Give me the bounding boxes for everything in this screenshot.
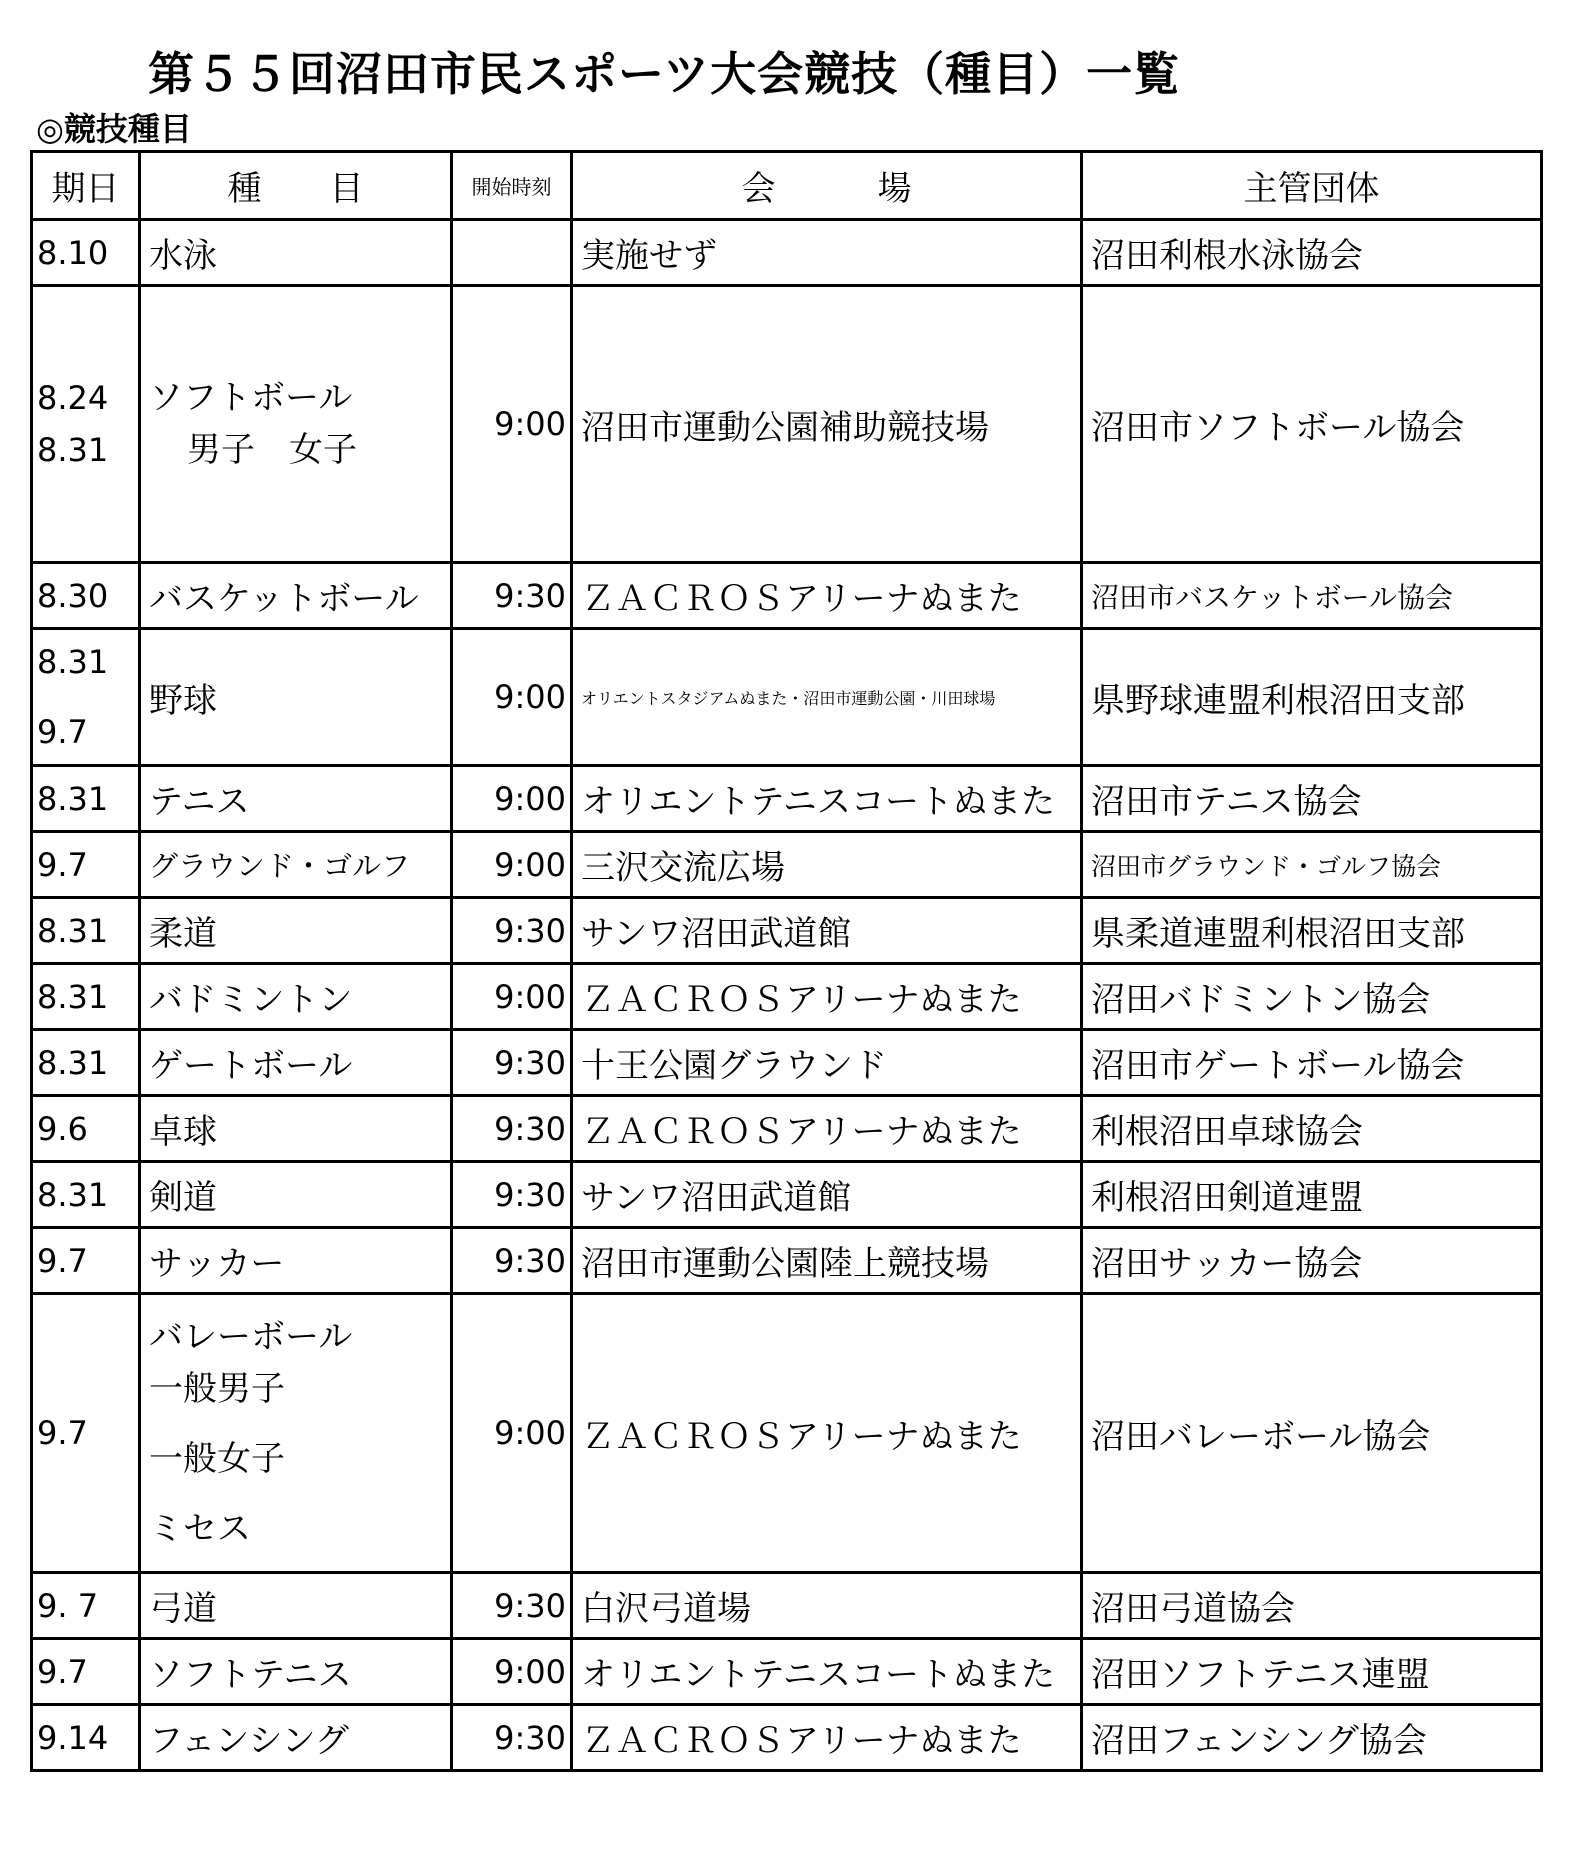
- row-start-time: 9:00: [452, 629, 572, 766]
- table-header-row: [32, 152, 1542, 220]
- row-date: 9.7: [32, 1639, 140, 1705]
- row-organizer: 沼田市テニス協会: [1082, 766, 1542, 832]
- table-row: [32, 1573, 1542, 1639]
- row-start-time: 9:30: [452, 1096, 572, 1162]
- table-row: [32, 1096, 1542, 1162]
- row-event-line: 一般女子: [149, 1439, 285, 1479]
- table-row: [32, 286, 1542, 563]
- row-date: 9.6: [32, 1096, 140, 1162]
- row-organizer: 沼田フェンシング協会: [1082, 1705, 1542, 1771]
- row-event: 弓道: [140, 1573, 452, 1639]
- row-date-line: 8.31: [37, 431, 109, 469]
- row-venue: ＺＡＣＲＯＳアリーナぬまた: [572, 1096, 1082, 1162]
- table-row: [32, 1228, 1542, 1294]
- page-title: 第５５回沼田市民スポーツ大会競技（種目）一覧: [148, 47, 1181, 101]
- row-start-time: 9:00: [452, 832, 572, 898]
- row-date: 8.31: [32, 898, 140, 964]
- row-date: 8.31: [32, 1030, 140, 1096]
- row-venue: オリエントテニスコートぬまた: [572, 766, 1082, 832]
- section-heading: ◎競技種目: [36, 110, 192, 148]
- header-organizer: 主管団体: [1082, 152, 1542, 220]
- row-venue: 沼田市運動公園陸上競技場: [572, 1228, 1082, 1294]
- row-start-time: 9:30: [452, 1228, 572, 1294]
- row-organizer: 沼田市ゲートボール協会: [1082, 1030, 1542, 1096]
- row-start-time: 9:00: [452, 1639, 572, 1705]
- row-event: サッカー: [140, 1228, 452, 1294]
- row-organizer: 沼田弓道協会: [1082, 1573, 1542, 1639]
- row-venue: 三沢交流広場: [572, 832, 1082, 898]
- row-event-line: 一般男子: [149, 1369, 285, 1409]
- row-start-time: 9:30: [452, 1573, 572, 1639]
- row-venue: サンワ沼田武道館: [572, 898, 1082, 964]
- row-date: 9.14: [32, 1705, 140, 1771]
- row-start-time: 9:30: [452, 1162, 572, 1228]
- row-event: 水泳: [140, 220, 452, 286]
- row-event: バスケットボール: [140, 563, 452, 629]
- row-date: 9. 7: [32, 1573, 140, 1639]
- row-start-time: [452, 220, 572, 286]
- row-event: テニス: [140, 766, 452, 832]
- row-date: 8.31: [32, 1162, 140, 1228]
- table-row: [32, 898, 1542, 964]
- header-start-time: 開始時刻: [452, 152, 572, 220]
- row-venue: サンワ沼田武道館: [572, 1162, 1082, 1228]
- header-event: 種 目: [140, 152, 452, 220]
- row-start-time: 9:00: [452, 964, 572, 1030]
- row-venue: 沼田市運動公園補助競技場: [572, 286, 1082, 563]
- row-date: 8.31: [32, 766, 140, 832]
- row-organizer: 県野球連盟利根沼田支部: [1082, 629, 1542, 766]
- row-organizer: 沼田バドミントン協会: [1082, 964, 1542, 1030]
- row-event: [140, 286, 452, 563]
- row-event: 柔道: [140, 898, 452, 964]
- row-organizer: 県柔道連盟利根沼田支部: [1082, 898, 1542, 964]
- row-start-time: 9:30: [452, 563, 572, 629]
- row-venue: オリエントスタジアムぬまた・沼田市運動公園・川田球場: [572, 629, 1082, 766]
- row-organizer: 沼田ソフトテニス連盟: [1082, 1639, 1542, 1705]
- row-start-time: 9:00: [452, 286, 572, 563]
- row-venue: 十王公園グラウンド: [572, 1030, 1082, 1096]
- row-date: 9.7: [32, 1294, 140, 1573]
- table-row: [32, 563, 1542, 629]
- row-event: ソフトテニス: [140, 1639, 452, 1705]
- row-event: グラウンド・ゴルフ: [140, 832, 452, 898]
- table-row: [32, 629, 1542, 766]
- row-event: バドミントン: [140, 964, 452, 1030]
- row-venue: オリエントテニスコートぬまた: [572, 1639, 1082, 1705]
- table-row: [32, 766, 1542, 832]
- row-venue: ＺＡＣＲＯＳアリーナぬまた: [572, 1705, 1082, 1771]
- table-row: [32, 1639, 1542, 1705]
- row-date-line: 8.24: [37, 379, 109, 417]
- row-date: 8.31: [32, 964, 140, 1030]
- row-organizer: 利根沼田卓球協会: [1082, 1096, 1542, 1162]
- row-date: 9.7: [32, 1228, 140, 1294]
- row-event-line: バレーボール: [149, 1317, 353, 1357]
- row-event-line: ミセス: [149, 1509, 251, 1549]
- table-row: [32, 832, 1542, 898]
- row-event: 卓球: [140, 1096, 452, 1162]
- table-row: [32, 1294, 1542, 1573]
- row-start-time: 9:30: [452, 898, 572, 964]
- table-row: [32, 1162, 1542, 1228]
- row-event: 剣道: [140, 1162, 452, 1228]
- row-organizer: 沼田サッカー協会: [1082, 1228, 1542, 1294]
- row-date: [32, 286, 140, 563]
- row-start-time: 9:30: [452, 1705, 572, 1771]
- table-row: [32, 964, 1542, 1030]
- row-start-time: 9:00: [452, 766, 572, 832]
- row-venue: ＺＡＣＲＯＳアリーナぬまた: [572, 563, 1082, 629]
- row-event: フェンシング: [140, 1705, 452, 1771]
- table-row: [32, 1030, 1542, 1096]
- row-organizer: 沼田バレーボール協会: [1082, 1294, 1542, 1573]
- row-event: [140, 1294, 452, 1573]
- row-venue: ＺＡＣＲＯＳアリーナぬまた: [572, 1294, 1082, 1573]
- row-date: 8.10: [32, 220, 140, 286]
- row-start-time: 9:00: [452, 1294, 572, 1573]
- header-date: 期日: [32, 152, 140, 220]
- row-organizer: 利根沼田剣道連盟: [1082, 1162, 1542, 1228]
- events-table: [30, 150, 1543, 1772]
- row-date: [32, 629, 140, 766]
- row-event-line: ソフトボール: [149, 378, 353, 418]
- row-date-line: 9.7: [37, 713, 88, 751]
- row-organizer: 沼田市グラウンド・ゴルフ協会: [1082, 832, 1542, 898]
- row-event: 野球: [140, 629, 452, 766]
- row-venue: ＺＡＣＲＯＳアリーナぬまた: [572, 964, 1082, 1030]
- row-organizer: 沼田利根水泳協会: [1082, 220, 1542, 286]
- row-start-time: 9:30: [452, 1030, 572, 1096]
- row-date-line: 8.31: [37, 643, 109, 681]
- table-row: [32, 220, 1542, 286]
- row-event: ゲートボール: [140, 1030, 452, 1096]
- table-row: [32, 1705, 1542, 1771]
- row-event-line: 男子 女子: [187, 430, 357, 470]
- row-date: 8.30: [32, 563, 140, 629]
- header-venue: 会 場: [572, 152, 1082, 220]
- row-organizer: 沼田市バスケットボール協会: [1082, 563, 1542, 629]
- row-venue: 実施せず: [572, 220, 1082, 286]
- row-date: 9.7: [32, 832, 140, 898]
- row-organizer: 沼田市ソフトボール協会: [1082, 286, 1542, 563]
- row-venue: 白沢弓道場: [572, 1573, 1082, 1639]
